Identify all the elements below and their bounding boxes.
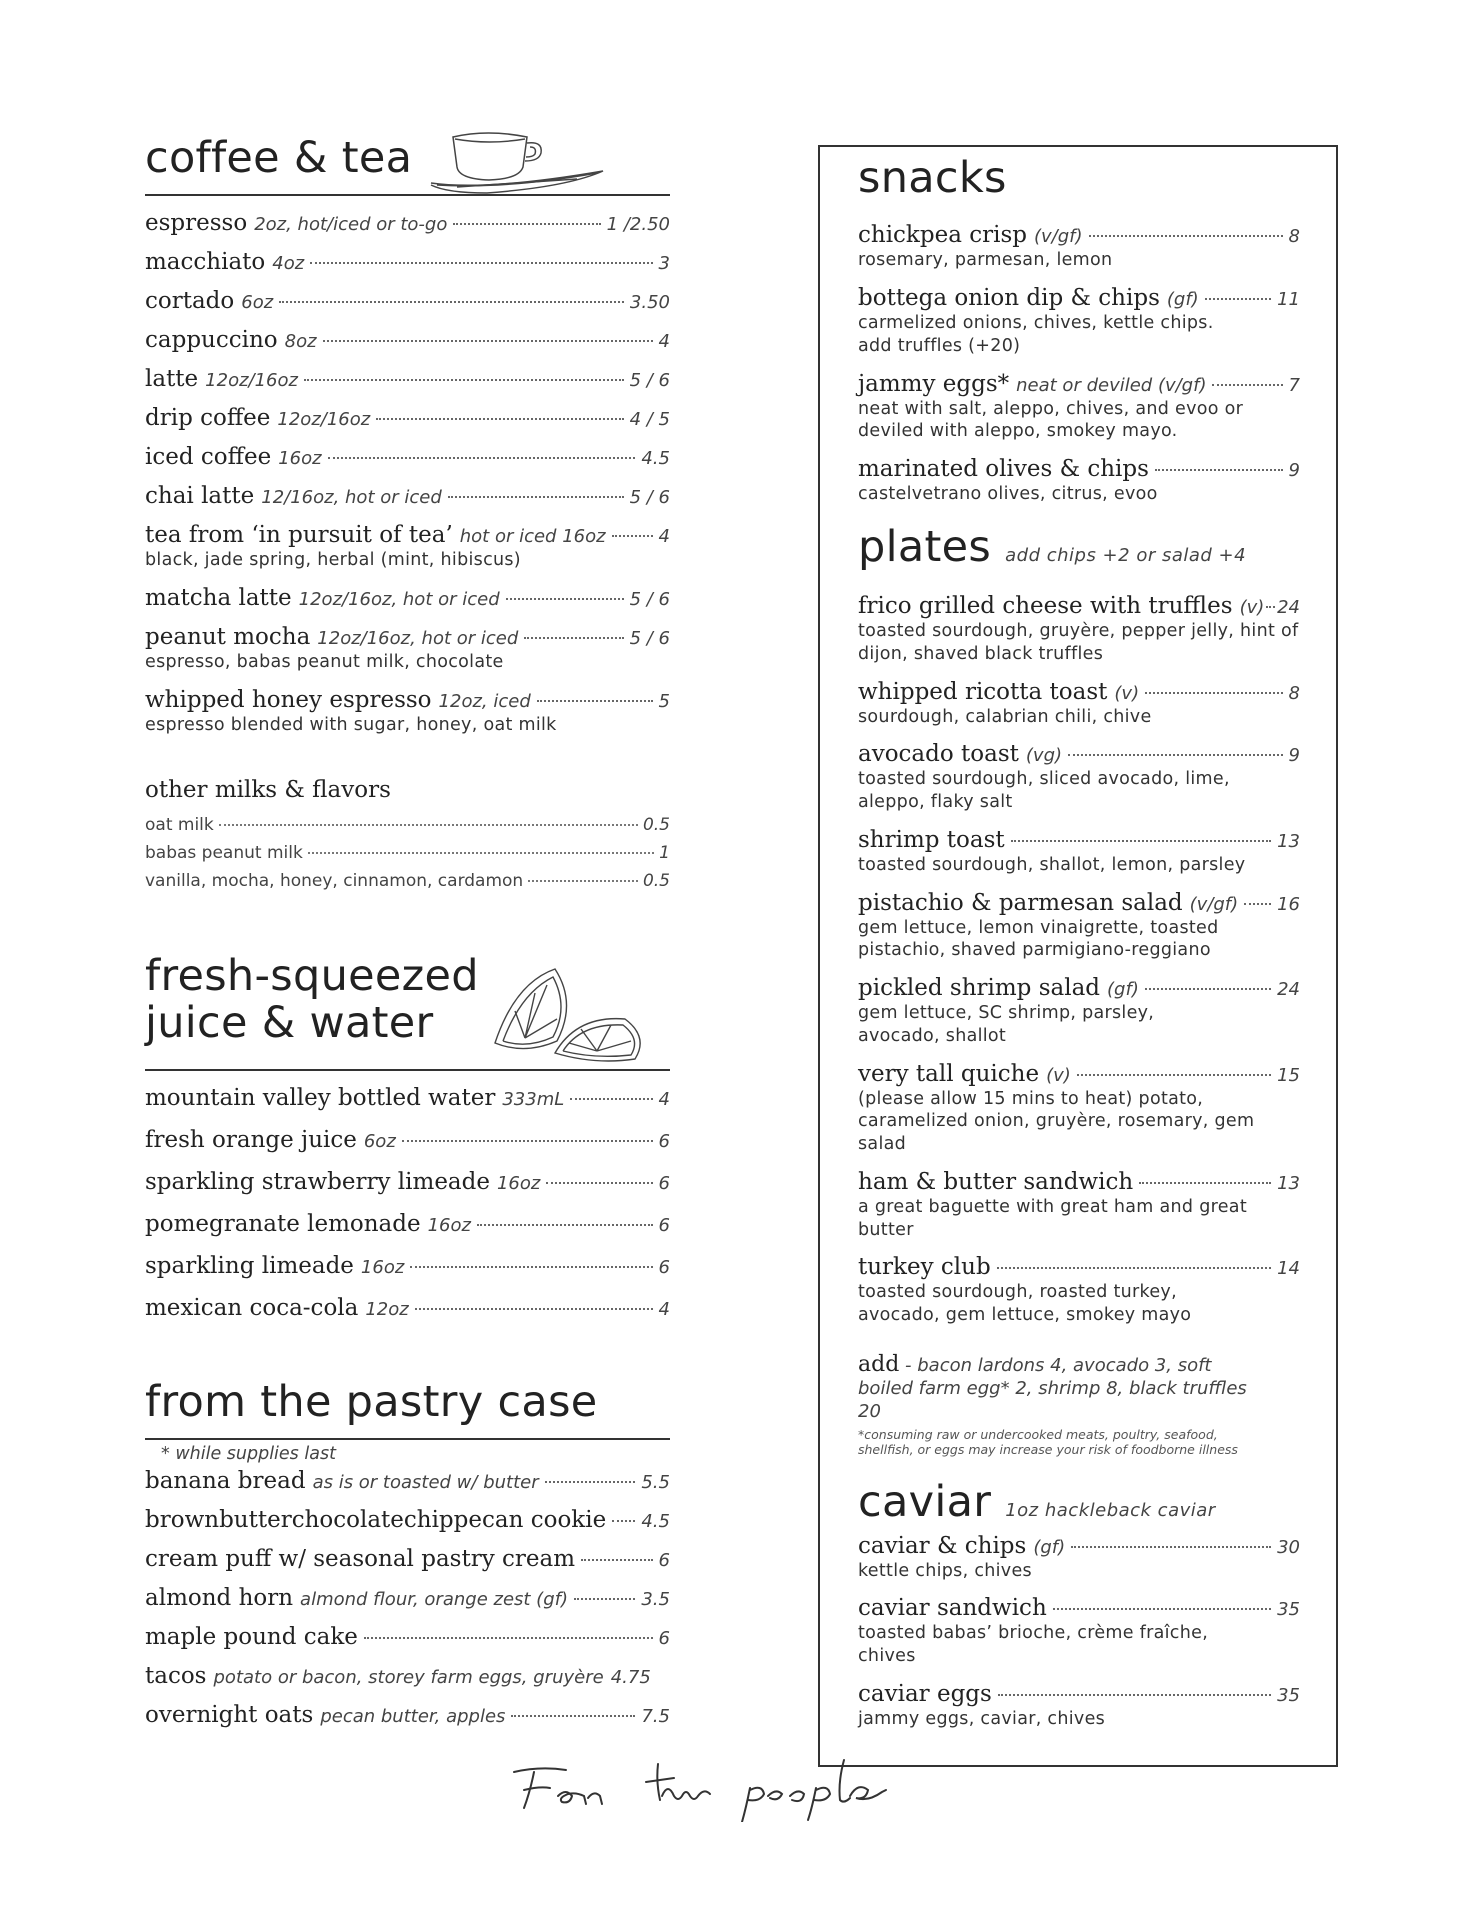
list-item (858, 827, 1300, 877)
item-price: 4.75 (610, 1667, 651, 1689)
list-item (858, 1533, 1300, 1583)
list-item (858, 1595, 1300, 1668)
item-note: 16oz (427, 1215, 471, 1237)
caviar-note: 1oz hackleback caviar (1005, 1500, 1216, 1522)
leader-dots (997, 1267, 1271, 1269)
list-item (858, 222, 1300, 272)
list-item (145, 1211, 670, 1237)
list-item (145, 483, 670, 509)
item-price: 13 (1277, 830, 1300, 852)
item-price: 0.5 (642, 814, 670, 835)
juice-title-line2: juice & water (145, 997, 434, 1048)
item-price: 8 (1288, 226, 1300, 248)
list-item (145, 624, 670, 674)
plates-section (858, 521, 1300, 1458)
item-note: 12oz/16oz (277, 409, 371, 431)
left-column (145, 135, 670, 1741)
list-item (858, 679, 1300, 729)
signature-text: For the people (510, 1752, 516, 1753)
list-item (145, 210, 670, 236)
item-name: sparkling limeade (145, 1253, 354, 1280)
list-item (858, 371, 1300, 444)
item-price: 3 (658, 253, 670, 275)
leader-dots (477, 1224, 653, 1226)
supply-note: * while supplies last (161, 1444, 336, 1465)
leader-dots (448, 496, 624, 498)
item-note: (gf) (1166, 289, 1199, 311)
item-name: peanut mocha (145, 624, 311, 651)
list-item (858, 593, 1300, 666)
item-price: 4 / 5 (629, 409, 670, 431)
list-item (145, 405, 670, 431)
item-name: tea from ‘in pursuit of tea’ (145, 522, 453, 549)
item-description: espresso, babas peanut milk, chocolate (145, 652, 504, 673)
signature-script (510, 1752, 970, 1822)
item-note: (gf) (1033, 1536, 1066, 1558)
juice-section (145, 950, 670, 1322)
right-column-box (818, 145, 1338, 1767)
leader-dots (1077, 1074, 1271, 1076)
snacks-section (858, 155, 1300, 506)
leader-dots (279, 301, 624, 303)
list-item (145, 444, 670, 470)
item-description: rosemary, parmesan, lemon (858, 250, 1113, 271)
item-note: 16oz (360, 1257, 405, 1279)
snacks-title: snacks (858, 153, 1007, 203)
item-price: 13 (1277, 1172, 1300, 1194)
item-name: macchiato (145, 249, 266, 276)
citrus-slices-icon (485, 963, 655, 1063)
item-description: espresso blended with sugar, honey, oat milk (145, 714, 557, 735)
plates-title-text: plates (858, 521, 992, 572)
item-name: caviar eggs (858, 1680, 992, 1707)
list-item (145, 1546, 670, 1572)
item-description: castelvetrano olives, citrus, evoo (858, 484, 1158, 505)
item-price: 7.5 (641, 1706, 670, 1728)
item-note: (v/gf) (1034, 226, 1083, 248)
item-note: (gf) (1107, 979, 1139, 1001)
item-note: 333mL (502, 1089, 565, 1111)
leader-dots (612, 535, 653, 537)
item-price: 5 / 6 (629, 589, 670, 611)
item-name: iced coffee (145, 444, 272, 471)
item-name: whipped honey espresso (145, 686, 432, 713)
item-description: gem lettuce, SC shrimp, parsley, avocado, shallot (858, 1003, 1155, 1046)
list-item (858, 975, 1300, 1048)
leader-dots (1053, 1608, 1271, 1610)
item-name: tacos (145, 1663, 207, 1690)
item-description: gem lettuce, lemon vinaigrette, toasted pistachio, shaved parmigiano-reggiano (858, 917, 1219, 961)
item-price: 6 (658, 1131, 670, 1153)
item-description: kettle chips, chives (858, 1560, 1032, 1581)
pastry-rule (145, 1438, 670, 1440)
item-note: 16oz (278, 448, 322, 470)
list-item (145, 815, 670, 835)
leader-dots (574, 1598, 635, 1600)
list-item (145, 1663, 670, 1689)
list-item (858, 1169, 1300, 1242)
milks-title: other milks & flavors (145, 776, 391, 803)
leader-dots (1266, 606, 1275, 608)
item-price: 4 (658, 1089, 670, 1111)
list-item (145, 249, 670, 275)
leader-dots (310, 262, 652, 264)
list-item (858, 1254, 1300, 1327)
item-price: 30 (1277, 1536, 1300, 1558)
item-name: ham & butter sandwich (858, 1168, 1134, 1195)
item-price: 6 (658, 1257, 670, 1279)
item-note: 12oz, iced (438, 690, 531, 712)
item-price: 5 / 6 (629, 628, 670, 650)
item-price: 5 / 6 (629, 487, 670, 509)
item-price: 15 (1277, 1064, 1300, 1086)
item-name: pistachio & parmesan salad (858, 889, 1183, 916)
item-price: 3.5 (641, 1589, 670, 1611)
item-name: overnight oats (145, 1702, 314, 1729)
item-name: sparkling strawberry limeade (145, 1169, 490, 1196)
item-name: cappuccino (145, 327, 278, 354)
item-note: (v/gf) (1189, 893, 1239, 915)
list-item (145, 327, 670, 353)
leader-dots (612, 1520, 635, 1522)
item-name: maple pound cake (145, 1624, 358, 1651)
list-item (145, 1085, 670, 1111)
add-ons (858, 1351, 1258, 1458)
leader-dots (1068, 754, 1283, 756)
item-price: 8 (1288, 682, 1300, 704)
list-item (145, 585, 670, 611)
leader-dots (545, 1481, 636, 1483)
item-price: 4 (658, 331, 670, 353)
item-price: 7 (1288, 374, 1300, 396)
item-note: (v) (1046, 1064, 1071, 1086)
plates-title (858, 521, 1300, 572)
item-name: oat milk (145, 814, 214, 835)
list-item (145, 843, 670, 863)
item-price: 35 (1277, 1684, 1300, 1706)
item-note: (v) (1114, 682, 1140, 704)
leader-dots (570, 1098, 652, 1100)
item-price: 16 (1277, 893, 1300, 915)
item-price: 35 (1277, 1599, 1300, 1621)
item-name: fresh orange juice (145, 1127, 357, 1154)
list-item (145, 288, 670, 314)
item-price: 9 (1288, 745, 1300, 767)
item-name: chai latte (145, 483, 255, 510)
item-name: shrimp toast (858, 826, 1005, 853)
item-note: hot or iced 16oz (459, 526, 606, 548)
item-name: bottega onion dip & chips (858, 285, 1160, 312)
item-note: 2oz, hot/iced or to-go (254, 214, 448, 236)
leader-dots (1212, 384, 1282, 386)
item-description: neat with salt, aleppo, chives, and evoo or deviled with aleppo, smokey mayo. (858, 398, 1244, 442)
item-price: 5 / 6 (629, 370, 670, 392)
item-price: 1 /2.50 (606, 214, 670, 236)
plates-note: add chips +2 or salad +4 (1005, 544, 1247, 566)
leader-dots (328, 457, 636, 459)
item-price: 24 (1277, 597, 1300, 619)
item-note: 12/16oz, hot or iced (261, 487, 442, 509)
list-item (145, 1468, 670, 1494)
leader-dots (410, 1266, 652, 1268)
coffee-section (145, 135, 670, 737)
item-description: toasted sourdough, gruyère, pepper jelly, hint of dijon, shaved black truffles (858, 621, 1299, 664)
item-price: 4 (658, 1299, 670, 1321)
item-name: caviar & chips (858, 1532, 1027, 1559)
item-name: frico grilled cheese with truffles (858, 593, 1233, 620)
leader-dots (1011, 840, 1271, 842)
leader-dots (453, 223, 600, 225)
item-description: black, jade spring, herbal (mint, hibiscus) (145, 550, 521, 571)
add-list: - bacon lardons 4, avocado 3, soft boiled farm egg* 2, shrimp 8, black truffles 20 (858, 1354, 1247, 1422)
leader-dots (402, 1140, 653, 1142)
leader-dots (1205, 298, 1271, 300)
leader-dots (364, 1637, 653, 1639)
juice-rule (145, 1069, 670, 1071)
item-note: (v) (1239, 597, 1265, 619)
item-note: 16oz (496, 1173, 541, 1195)
leader-dots (546, 1182, 652, 1184)
item-name: babas peanut milk (145, 842, 303, 863)
leader-dots (528, 880, 638, 882)
coffee-cup-icon (427, 127, 607, 199)
leader-dots (308, 852, 654, 854)
item-name: chickpea crisp (858, 222, 1027, 249)
leader-dots (415, 1308, 653, 1310)
item-price: 3.50 (629, 292, 670, 314)
leader-dots (524, 637, 623, 639)
item-name: whipped ricotta toast (858, 678, 1108, 705)
list-item (858, 741, 1300, 814)
leader-dots (1071, 1546, 1271, 1548)
list-item (858, 1681, 1300, 1731)
list-item (145, 1702, 670, 1728)
item-name: pickled shrimp salad (858, 975, 1101, 1002)
item-name: turkey club (858, 1254, 991, 1281)
leader-dots (1244, 903, 1271, 905)
item-description: carmelized onions, chives, kettle chips. add truffles (+20) (858, 313, 1214, 356)
item-description: jammy eggs, caviar, chives (858, 1708, 1106, 1729)
leader-dots (1145, 692, 1282, 694)
leader-dots (1139, 1182, 1271, 1184)
leader-dots (376, 418, 623, 420)
add-ons-text (858, 1351, 1258, 1424)
item-note: 6oz (363, 1131, 396, 1153)
item-note: potato or bacon, storey farm eggs, gruyère (213, 1667, 604, 1689)
item-name: drip coffee (145, 405, 271, 432)
list-item (145, 687, 670, 737)
add-lead: add (858, 1351, 900, 1377)
list-item (145, 1253, 670, 1279)
item-note: neat or deviled (v/gf) (1016, 374, 1207, 396)
milks-section (145, 777, 670, 891)
list-item (145, 1295, 670, 1321)
item-name: marinated olives & chips (858, 456, 1149, 483)
item-price: 1 (659, 842, 670, 863)
item-price: 11 (1277, 289, 1300, 311)
item-note: 12oz (365, 1299, 409, 1321)
item-name: caviar sandwich (858, 1595, 1047, 1622)
item-name: latte (145, 366, 199, 393)
item-note: 12oz/16oz, hot or iced (317, 628, 519, 650)
list-item (145, 871, 670, 891)
item-price: 14 (1277, 1258, 1300, 1280)
item-price: 4.5 (641, 1511, 670, 1533)
item-note: almond flour, orange zest (gf) (300, 1589, 568, 1611)
juice-title-line1: fresh-squeezed (145, 950, 479, 1001)
item-description: toasted sourdough, sliced avocado, lime, aleppo, flaky salt (858, 769, 1230, 813)
pastry-section (145, 1379, 670, 1728)
item-name: almond horn (145, 1585, 294, 1612)
item-name: avocado toast (858, 741, 1019, 768)
pastry-title: from the pastry case (145, 1377, 598, 1428)
leader-dots (219, 824, 638, 826)
caviar-title (858, 1479, 1300, 1526)
item-price: 4.5 (641, 448, 670, 470)
item-note: as is or toasted w/ butter (312, 1472, 539, 1494)
item-price: 24 (1277, 979, 1300, 1001)
item-description: (please allow 15 mins to heat) potato, caramelized onion, gruyère, rosemary, gem salad (858, 1088, 1255, 1155)
leader-dots (511, 1715, 635, 1717)
leader-dots (537, 700, 653, 702)
item-name: pomegranate lemonade (145, 1211, 421, 1238)
item-name: brownbutterchocolatechippecan cookie (145, 1507, 607, 1534)
item-note: 12oz/16oz, hot or iced (298, 589, 500, 611)
item-note: (vg) (1025, 745, 1063, 767)
item-name: banana bread (145, 1468, 306, 1495)
list-item (145, 1624, 670, 1650)
item-description: toasted sourdough, shallot, lemon, parsley (858, 854, 1246, 875)
item-note: pecan butter, apples (320, 1706, 506, 1728)
item-note: 6oz (241, 292, 274, 314)
leader-dots (506, 598, 624, 600)
item-name: very tall quiche (858, 1060, 1040, 1087)
item-note: 12oz/16oz (205, 370, 298, 392)
caviar-title-text: caviar (858, 1477, 992, 1528)
item-name: jammy eggs* (858, 370, 1010, 397)
list-item (145, 1127, 670, 1153)
item-price: 5 (658, 690, 670, 712)
disclaimer: *consuming raw or undercooked meats, poultry, seafood, shellfish, or eggs may increase your risk of foodborne illness (858, 1427, 1238, 1458)
item-name: cream puff w/ seasonal pastry cream (145, 1546, 576, 1573)
leader-dots (323, 340, 653, 342)
leader-dots (1145, 988, 1271, 990)
item-name: mountain valley bottled water (145, 1085, 496, 1112)
item-price: 6 (658, 1628, 670, 1650)
leader-dots (304, 379, 624, 381)
item-description: toasted babas’ brioche, crème fraîche, chives (858, 1623, 1209, 1667)
item-note: 8oz (284, 331, 317, 353)
item-price: 0.5 (642, 870, 670, 891)
item-price: 9 (1288, 460, 1300, 482)
item-name: espresso (145, 210, 248, 237)
list-item (145, 1507, 670, 1533)
list-item (145, 1585, 670, 1611)
leader-dots (1089, 235, 1283, 237)
item-name: cortado (145, 288, 235, 315)
item-price: 6 (658, 1550, 670, 1572)
list-item (145, 1169, 670, 1195)
item-price: 4 (658, 526, 670, 548)
item-description: toasted sourdough, roasted turkey, avocado, gem lettuce, smokey mayo (858, 1282, 1192, 1326)
list-item (858, 456, 1300, 506)
item-price: 5.5 (641, 1472, 670, 1494)
caviar-section (858, 1479, 1300, 1730)
item-name: vanilla, mocha, honey, cinnamon, cardamon (145, 870, 524, 891)
coffee-title: coffee & tea (145, 133, 413, 183)
item-name: matcha latte (145, 585, 292, 612)
list-item (145, 366, 670, 392)
item-price: 6 (658, 1215, 670, 1237)
item-name: mexican coca-cola (145, 1295, 359, 1322)
item-description: a great baguette with great ham and great butter (858, 1196, 1247, 1240)
leader-dots (1155, 469, 1283, 471)
item-note: 4oz (272, 253, 305, 275)
leader-dots (998, 1694, 1271, 1696)
leader-dots (581, 1559, 653, 1561)
item-price: 6 (658, 1173, 670, 1195)
list-item (858, 890, 1300, 963)
list-item (145, 522, 670, 572)
item-description: sourdough, calabrian chili, chive (858, 706, 1152, 727)
list-item (858, 1061, 1300, 1156)
list-item (858, 285, 1300, 358)
